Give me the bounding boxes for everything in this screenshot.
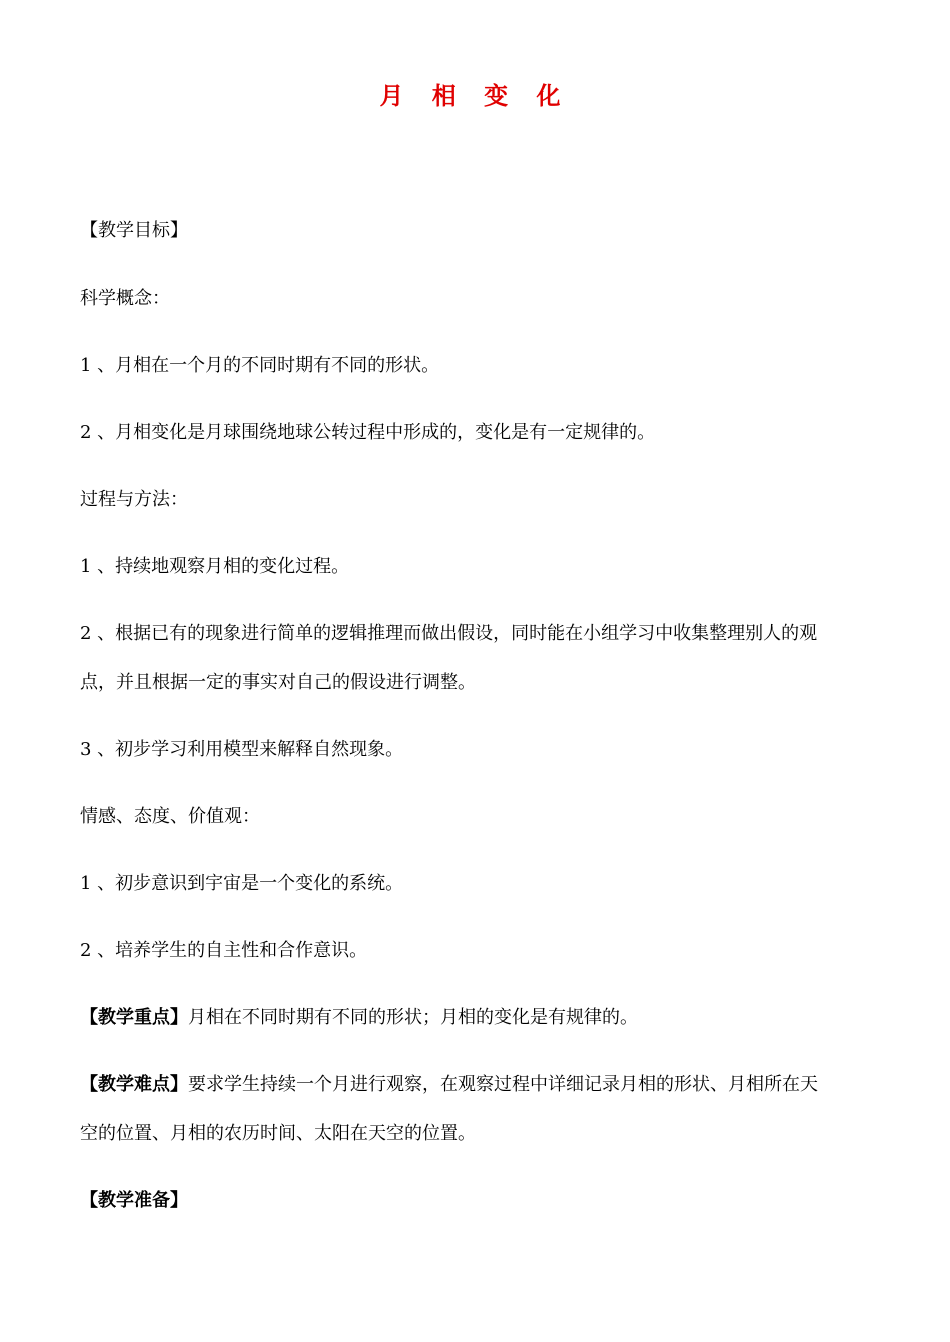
difficulty-label: 【教学难点】 [80,1074,188,1095]
process-item-2-line-2: 点，并且根据一定的事实对自己的假设进行调整。 [80,672,476,693]
page-title: 月 相 变 化 [379,82,571,110]
key-point-paragraph [80,1005,638,1031]
teaching-goals-heading: 【教学目标】 [80,220,188,241]
science-concepts-heading: 科学概念： [80,288,170,309]
process-item-2-line-1: 2 、根据已有的现象进行简单的逻辑推理而做出假设，同时能在小组学习中收集整理别人的观 [80,623,818,644]
concept-item-1: 1 、月相在一个月的不同时期有不同的形状。 [80,355,440,376]
attitude-item-1: 1 、初步意识到宇宙是一个变化的系统。 [80,873,404,894]
key-point-label: 【教学重点】 [80,1007,188,1028]
process-item-3: 3 、初步学习利用模型来解释自然现象。 [80,739,404,760]
process-item-1: 1 、持续地观察月相的变化过程。 [80,556,350,577]
preparation-heading: 【教学准备】 [80,1190,188,1211]
process-methods-heading: 过程与方法： [80,489,188,510]
attitude-item-2: 2 、培养学生的自主性和合作意识。 [80,940,368,961]
difficulty-text-line-2: 空的位置、月相的农历时间、太阳在天空的位置。 [80,1123,476,1144]
difficulty-paragraph-line-1 [80,1072,818,1098]
concept-item-2: 2 、月相变化是月球围绕地球公转过程中形成的，变化是有一定规律的。 [80,422,656,443]
attitude-heading: 情感、态度、价值观： [80,806,260,827]
difficulty-text-line-1: 要求学生持续一个月进行观察，在观察过程中详细记录月相的形状、月相所在天 [188,1074,818,1095]
key-point-text: 月相在不同时期有不同的形状；月相的变化是有规律的。 [188,1007,638,1028]
